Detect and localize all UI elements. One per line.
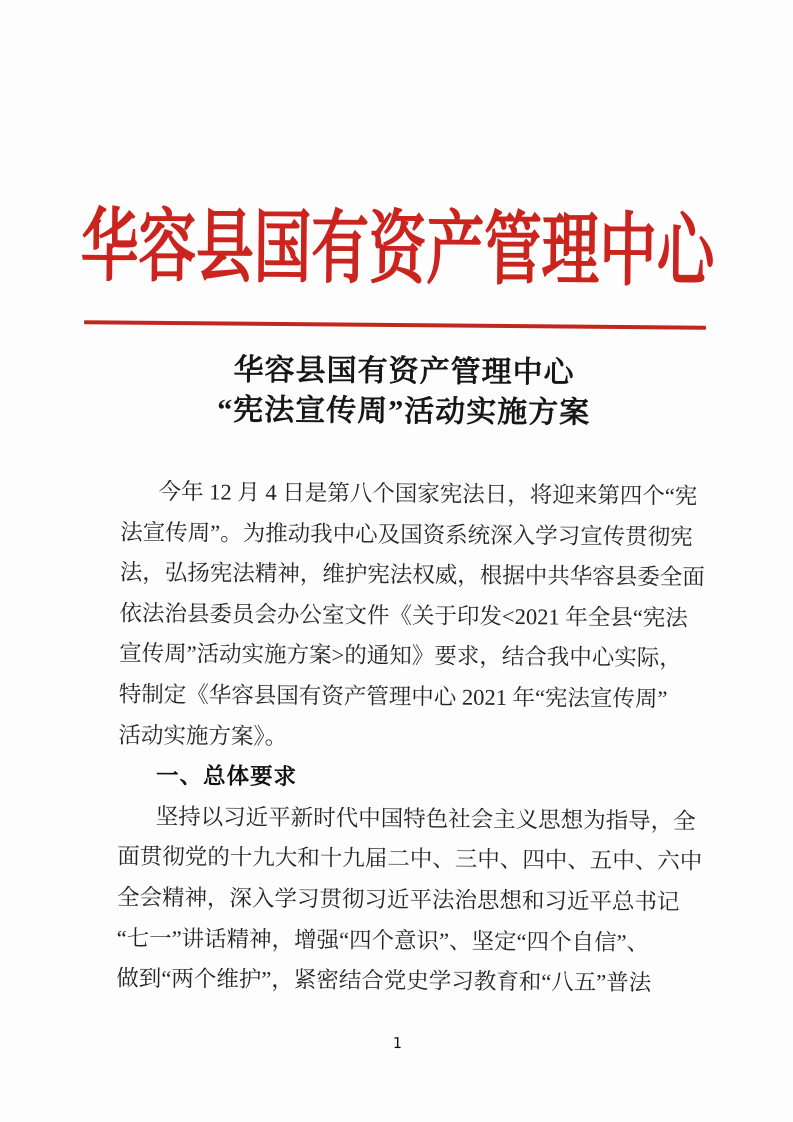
letterhead-divider-rule (84, 320, 706, 329)
body-line: “七一”讲话精神，增强“四个意识”、坚定“四个自信”、 (116, 925, 650, 955)
section-heading: 一、总体要求 (155, 763, 298, 790)
body-line: 宣传周”活动实施方案>的通知》要求，结合我中心实际， (119, 640, 682, 671)
body-line: 今年 12 月 4 日是第八个国家宪法日，将迎来第四个“宪 (158, 478, 698, 509)
body-line: 坚持以习近平新时代中国特色社会主义思想为指导，全 (155, 803, 696, 834)
body-line: 法，弘扬宪法精神，维护宪法权威，根据中共华容县委全面 (119, 559, 705, 590)
letterhead (0, 193, 793, 297)
document-title-line1: 华容县国有资产管理中心 (233, 353, 575, 390)
body-line: 做到“两个维护”，紧密结合党史学习教育和“八五”普法 (116, 965, 652, 996)
page-number: 1 (392, 1033, 402, 1053)
document-title-line2: “宪法宣传周”活动实施方案 (217, 393, 591, 430)
body-line: 面贯彻党的十九大和十九届二中、三中、四中、五中、六中 (117, 843, 703, 875)
body-line: 全会精神，深入学习贯彻习近平法治思想和习近平总书记 (116, 884, 680, 915)
body-line: 活动实施方案》。 (118, 722, 288, 749)
document-title (15, 349, 793, 436)
body-line: 特制定《华容县国有资产管理中心 2021 年“宪法宣传周” (118, 681, 668, 712)
document-body (116, 472, 705, 1005)
body-line: 依法治县委员会办公室文件《关于印发<2021 年全县“宪法 (119, 600, 688, 631)
body-line: 法宣传周”。为推动我中心及国资系统深入学习宣传贯彻宪 (120, 519, 693, 550)
letterhead-org-name: 华容县国有资产管理中心 (79, 202, 715, 297)
